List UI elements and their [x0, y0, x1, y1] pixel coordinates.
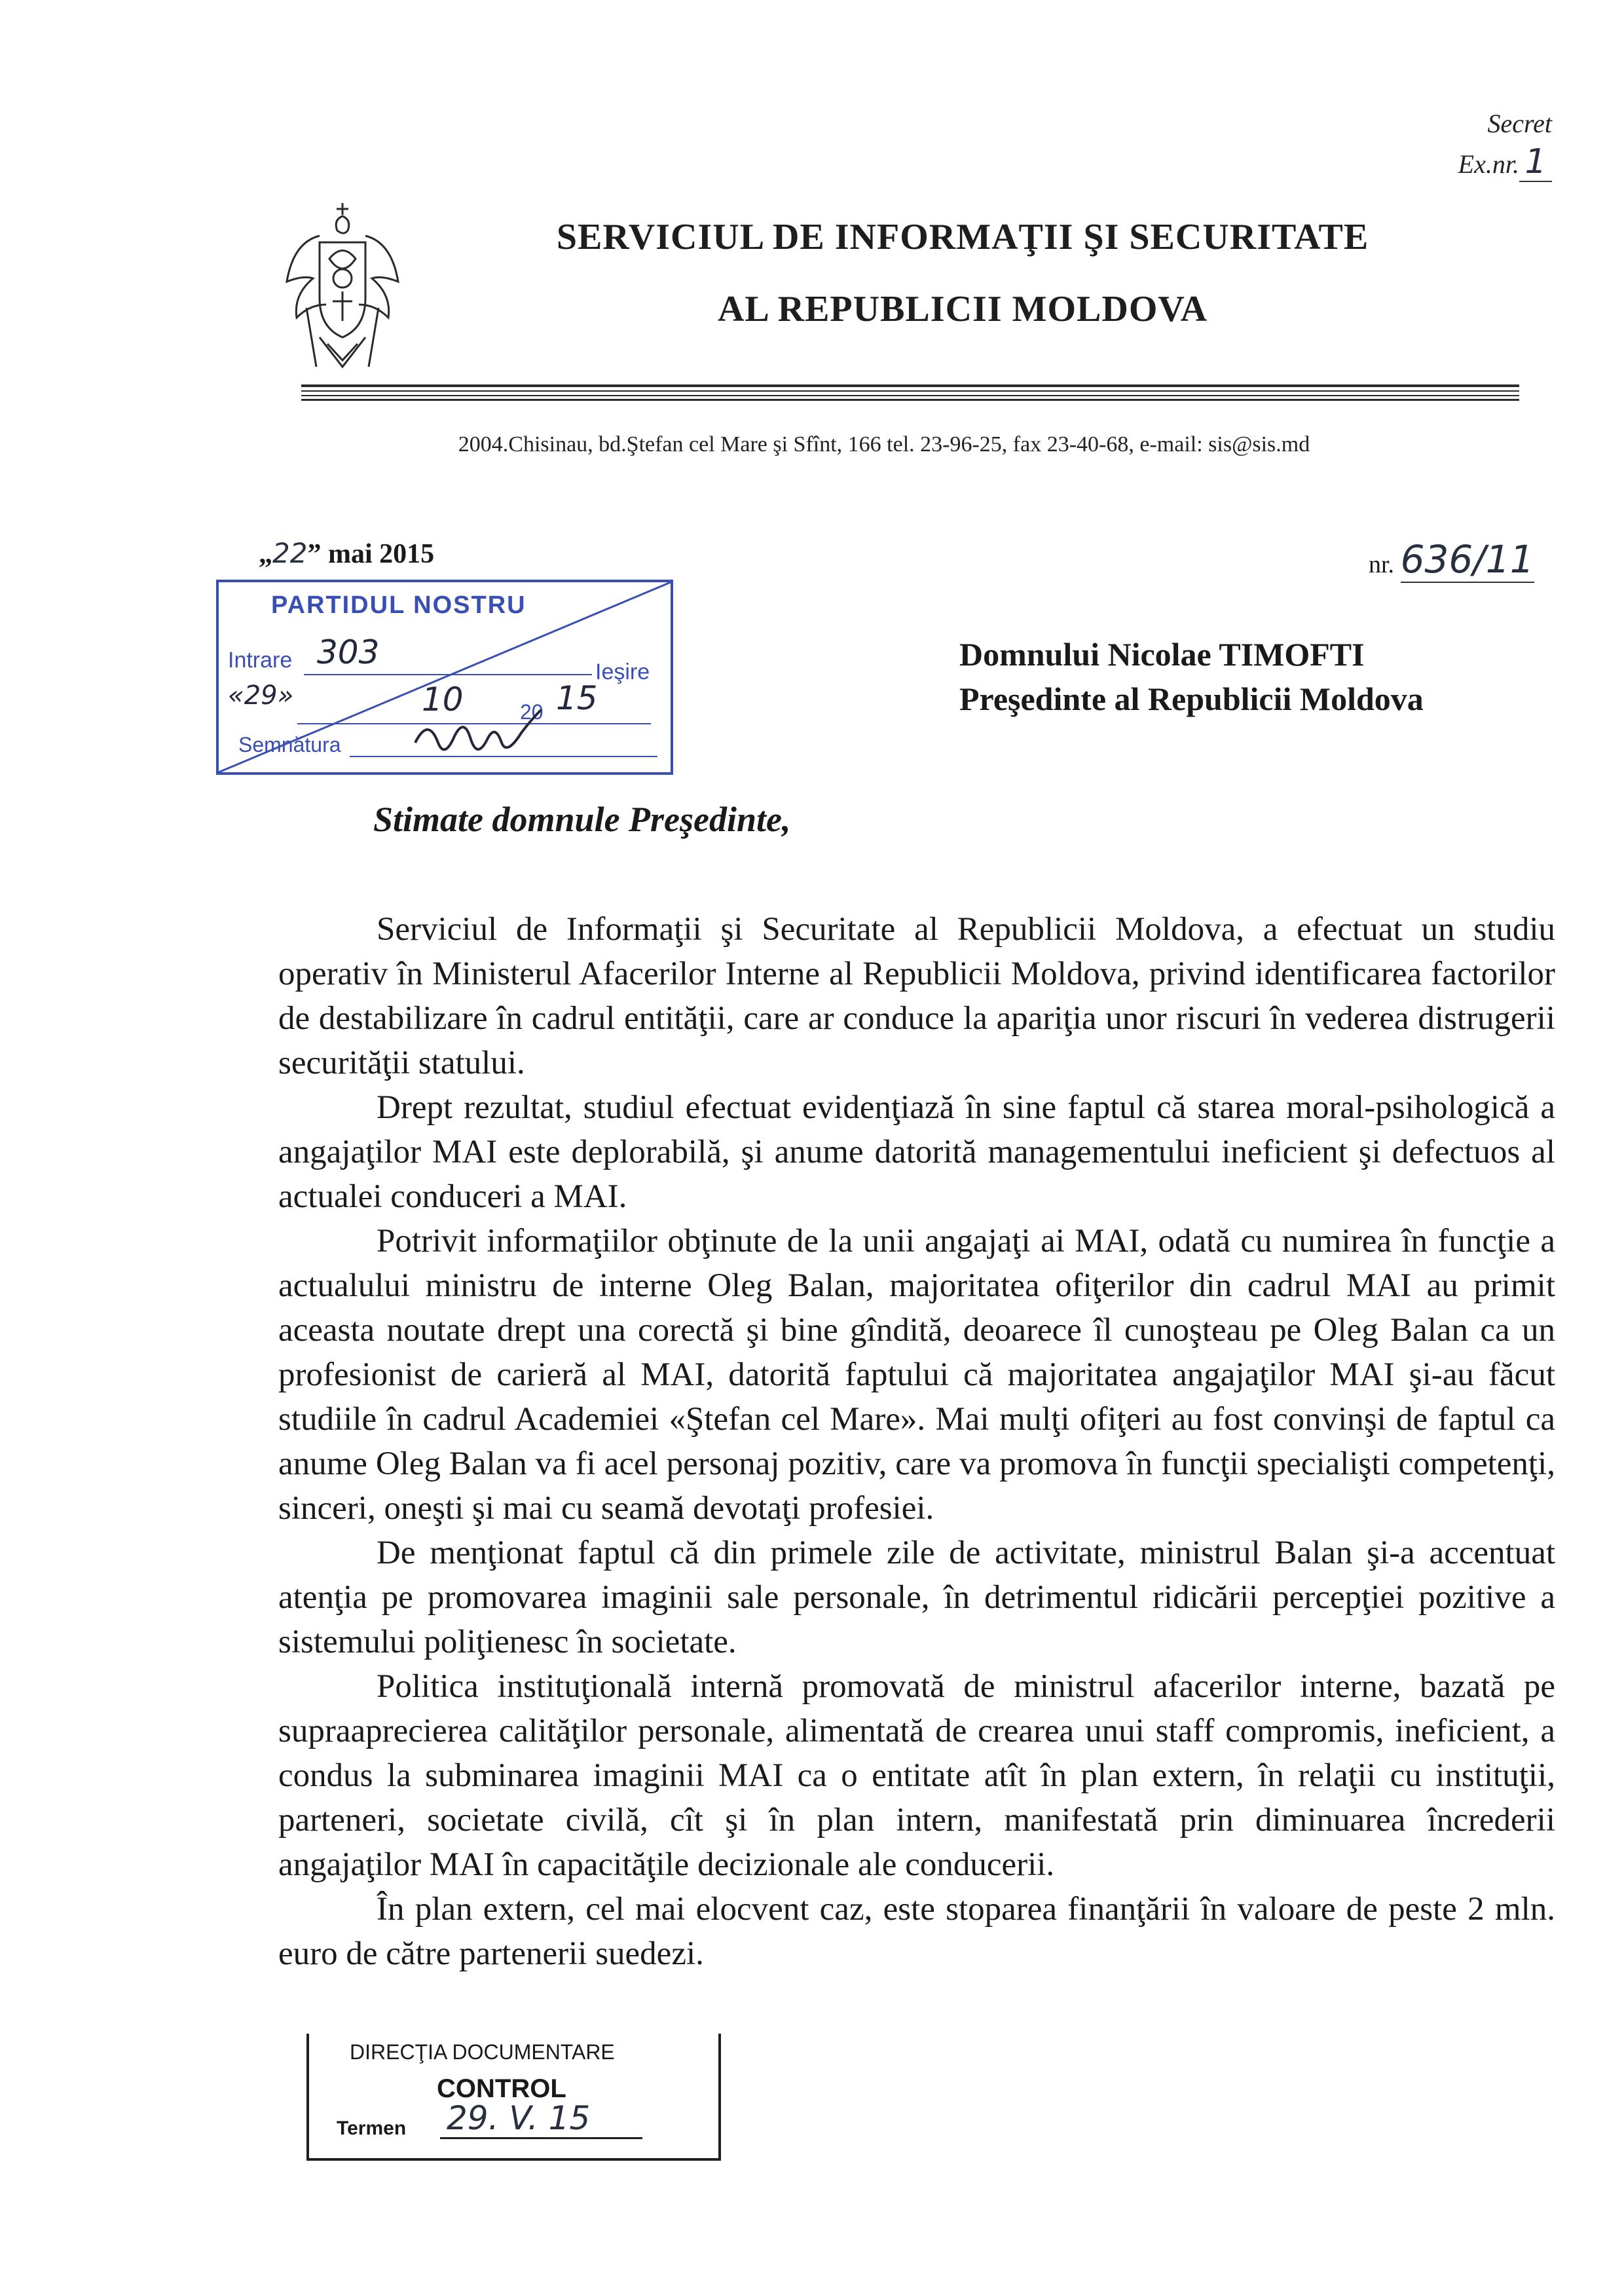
- reference-number-handwritten: 636/11: [1400, 537, 1534, 582]
- stamp-day: «29»: [228, 681, 294, 711]
- copy-prefix: Ex.nr.: [1458, 149, 1519, 179]
- stamp-signature-label: Semnătura: [238, 733, 341, 756]
- reference-number: [1369, 537, 1534, 582]
- reference-prefix: nr.: [1369, 551, 1395, 578]
- body-paragraph: De menţionat faptul că din primele zile de activitate, ministrul Balan şi-a accentuat atenţia pe promovarea imaginii sale personale, în detrimentul ridicării percepţiei pozitive a sistemului poliţienesc în societate.: [278, 1535, 1555, 1660]
- stamp-year: 15: [556, 679, 598, 717]
- letter-date: [259, 537, 434, 570]
- body-paragraph: Potrivit informaţiilor obţinute de la unii angajaţi ai MAI, odată cu numirea în funcţie a actualului ministru de interne Oleg Balan, majoritatea ofiţerilor din cadrul MAI au primit aceasta noutate drept una corectă şi bine gîndită, deoarece îl cunoşteau pe Oleg Balan ca un profesionist de carieră al MAI, datorită faptului că majoritatea angajaţilor MAI şi-au făcut studiile în cadrul Academiei «Ştefan cel Mare». Mai mulţi ofiţeri au fost convinşi de faptul ca anume Oleg Balan va fi acel personaj pozitiv, care va promova în funcţii specialişti competenţi, sinceri, oneşti şi mai cu seamă devotaţi profesiei.: [278, 1223, 1555, 1527]
- date-day-handwritten: 22: [272, 537, 308, 569]
- moldova-coat-of-arms-icon: [280, 196, 405, 373]
- stamp-month: 10: [422, 681, 464, 718]
- addressee-block: [959, 632, 1424, 721]
- date-open-quote: „: [259, 539, 272, 569]
- body-paragraph: Politica instituţională internă promovată de ministrul afacerilor interne, bazată pe supraaprecierea calităţilor personale, alimentată de crearea unui staff compromis, ineficient, a condus la subminarea imaginii MAI ca o entitate atît în plan extern, în relaţii cu instituţii, parteneri, societate civilă, cît şi în plan intern, manifestată prin diminuarea încrederii angajaţilor MAI în capacităţile decizionale ale conducerii.: [278, 1668, 1555, 1883]
- control-stamp: [306, 2034, 721, 2161]
- stamp-year-prefix: 20: [520, 700, 544, 724]
- salutation: Stimate domnule Preşedinte,: [373, 800, 791, 839]
- letter-body: [278, 907, 1555, 1976]
- stamp-intrare-number: 303: [317, 633, 380, 671]
- stamp-line: [494, 674, 592, 675]
- organization-name-line2: AL REPUBLICII MOLDOVA: [717, 289, 1208, 329]
- stamp-signature-scribble: [409, 707, 579, 759]
- body-paragraph: Serviciul de Informaţii şi Securitate al Republicii Moldova, a efectuat un studiu operativ în Ministerul Afacerilor Interne al Republicii Moldova, privind identificarea factorilor de destabilizare în cadrul entităţii, care ar conduce la apariţia unor riscuri în vederea distrugerii securităţii statului.: [278, 911, 1555, 1081]
- classification-label: Secret: [1487, 109, 1552, 138]
- copy-number-line: [1369, 143, 1552, 183]
- contact-address: 2004.Chisinau, bd.Ştefan cel Mare şi Sfînt, 166 tel. 23-96-25, fax 23-40-68, e-mail: sis@sis.md: [458, 432, 1310, 457]
- stamp-iesire-label: Ieşire: [595, 660, 650, 684]
- control-stamp-department: DIRECŢIA DOCUMENTARE: [350, 2040, 615, 2064]
- control-stamp-label: CONTROL: [437, 2074, 566, 2103]
- stamp-title: PARTIDUL NOSTRU: [271, 591, 526, 619]
- date-month-year: ” mai 2015: [307, 539, 435, 569]
- header-divider: [301, 383, 1519, 401]
- organization-name-line1: SERVICIUL DE INFORMAŢII ŞI SECURITATE: [556, 217, 1369, 257]
- addressee-title: Preşedinte al Republicii Moldova: [959, 681, 1424, 717]
- control-stamp-term-date: 29. V. 15: [440, 2099, 642, 2139]
- stamp-line: [350, 756, 657, 757]
- copy-number: 1: [1519, 143, 1552, 182]
- body-paragraph: În plan extern, cel mai elocvent caz, este stoparea finanţării în valoare de peste 2 mln. euro de către partenerii suedezi.: [278, 1891, 1555, 1972]
- addressee-name: Domnului Nicolae TIMOFTI: [959, 636, 1365, 673]
- classification-block: [1369, 105, 1552, 183]
- stamp-intrare-label: Intrare: [228, 648, 293, 673]
- stamp-line: [304, 674, 494, 675]
- body-paragraph: Drept rezultat, studiul efectuat evidenţiază în sine faptul că starea moral-psihologică a angajaţilor MAI este deplorabilă, şi anume datorită managementului ineficient şi defectuos al actualei conduceri a MAI.: [278, 1089, 1555, 1215]
- incoming-registration-stamp: [216, 580, 673, 775]
- control-stamp-term-label: Termen: [337, 2118, 407, 2139]
